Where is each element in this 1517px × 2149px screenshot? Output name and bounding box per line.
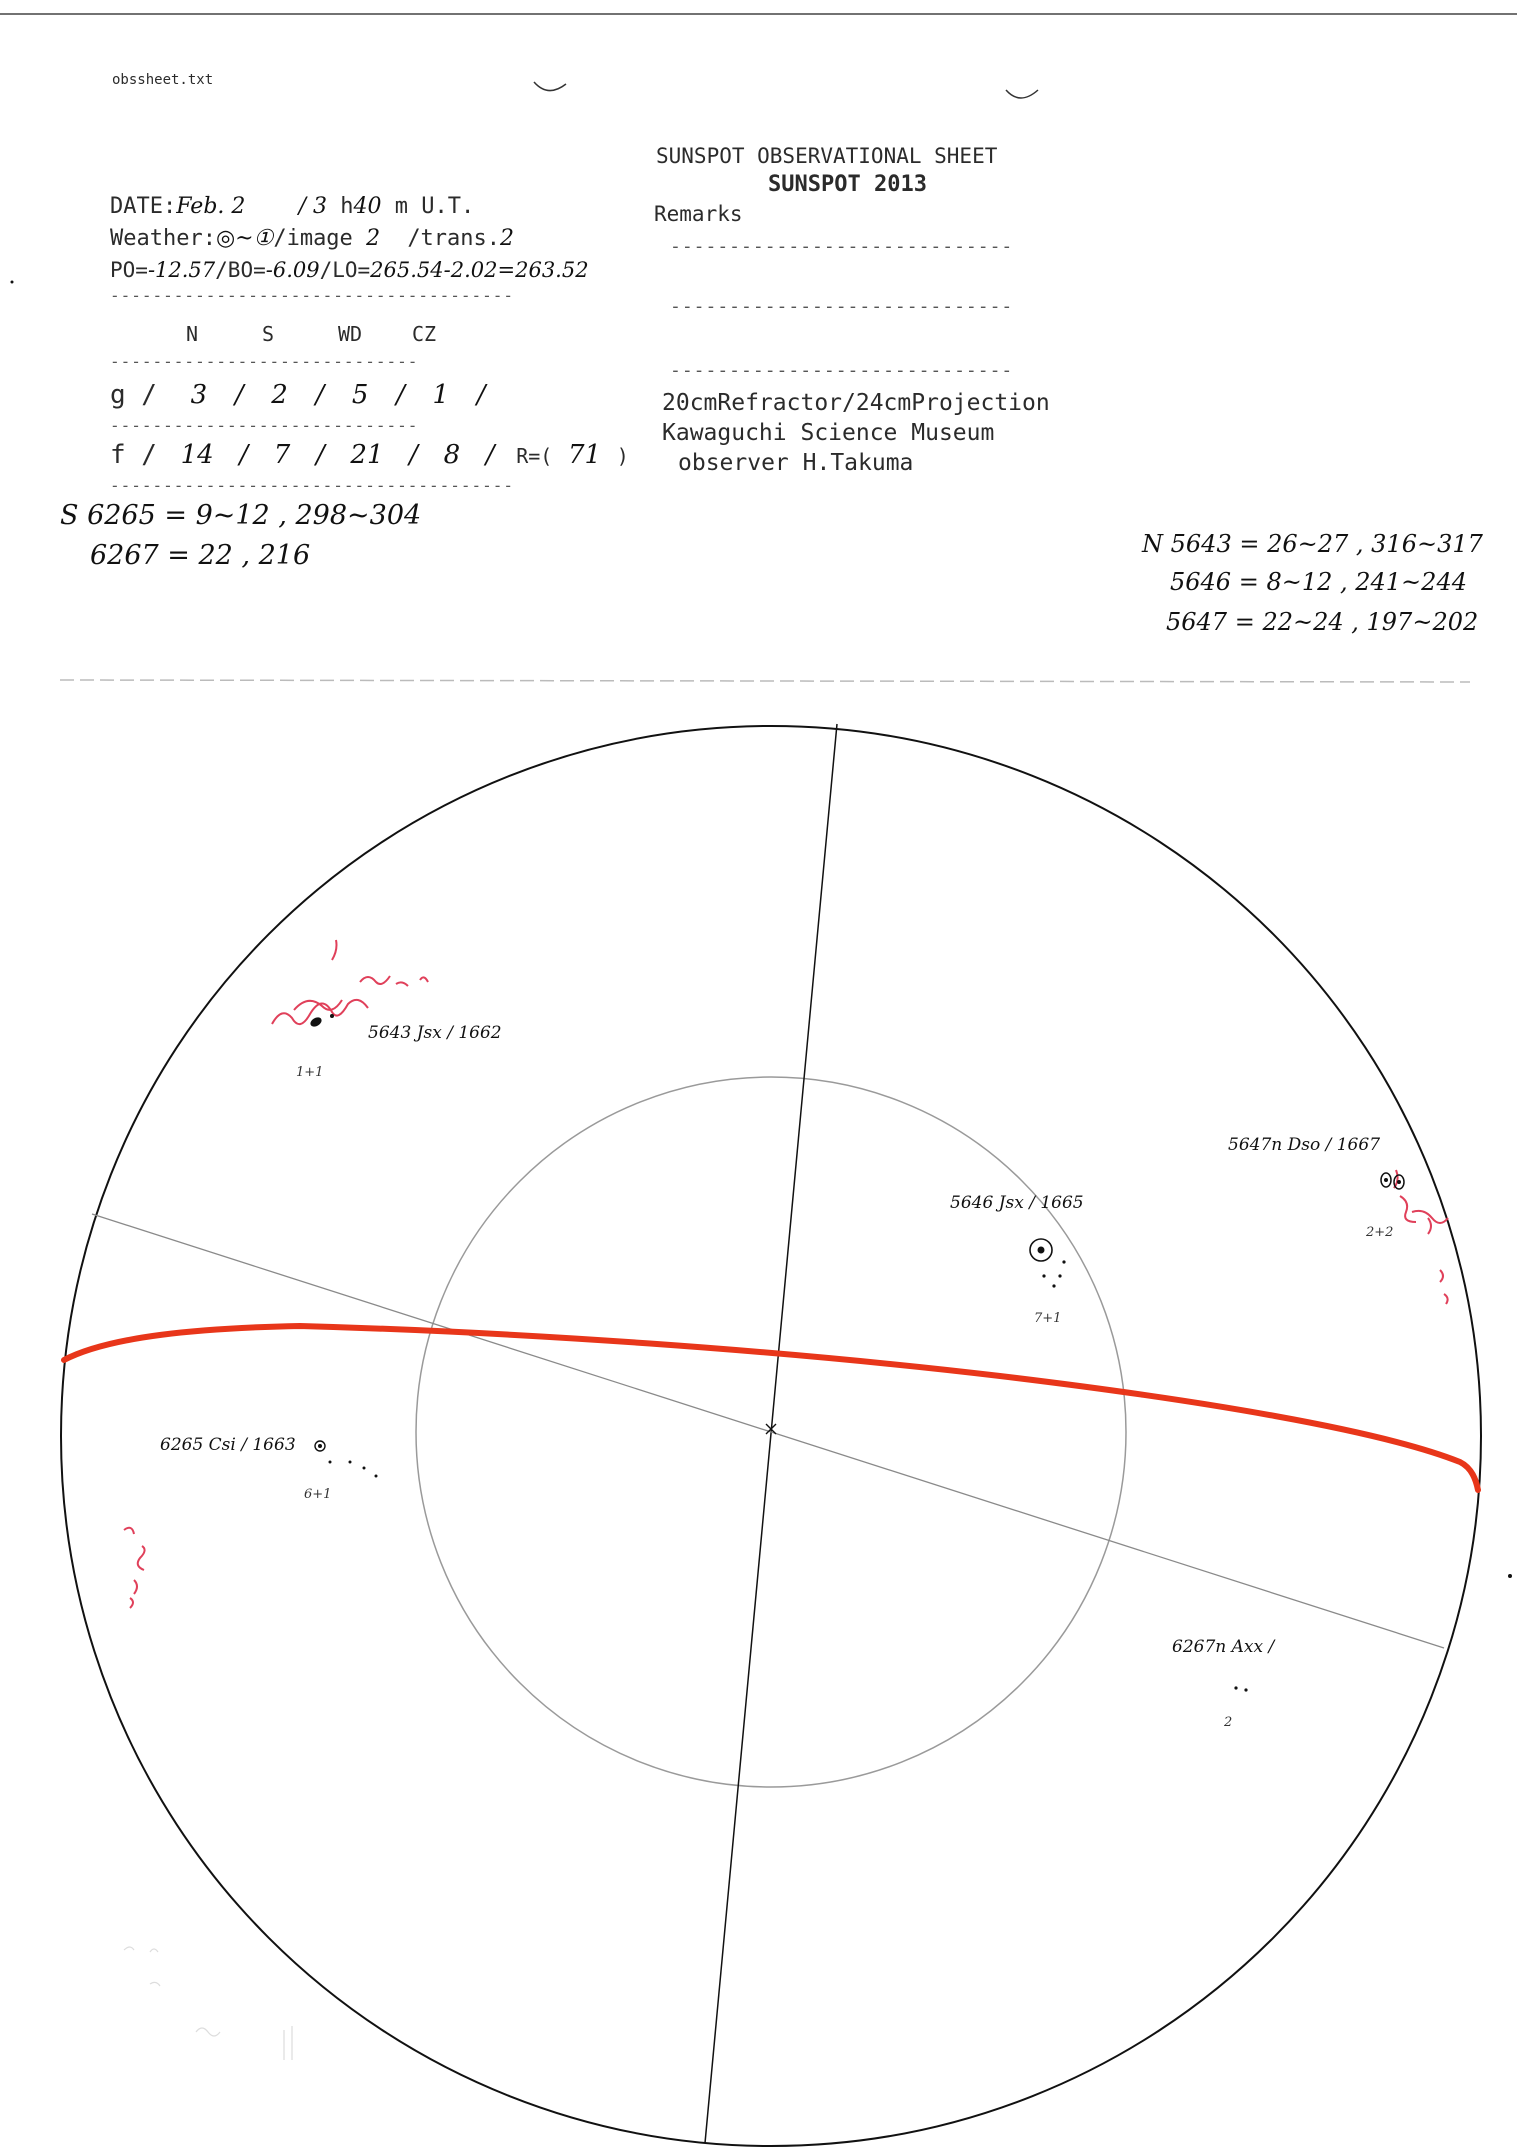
faculae-left — [124, 1528, 145, 1608]
label-6267-count: 2 — [1224, 1715, 1233, 1730]
remarks-line-3: ----------------------------- — [670, 360, 1014, 381]
note-right-2: 5646 = 8~12 , 241~244 — [1170, 568, 1467, 596]
ns-axis-line — [705, 724, 837, 2143]
pencil-ghost-marks — [124, 1947, 292, 2060]
g-s: 2 — [271, 380, 288, 410]
museum-line: Kawaguchi Science Museum — [662, 420, 995, 446]
spot-6267-dot-1 — [1234, 1686, 1237, 1689]
g-divider: ----------------------------- — [110, 416, 419, 435]
lo-value: 265.54-2.02=263.52 — [370, 258, 589, 282]
instrument-line: 20cmRefractor/24cmProjection — [662, 390, 1050, 416]
edge-dot-right — [1508, 1574, 1512, 1578]
spot-5646-dot-3 — [1052, 1284, 1055, 1287]
f-sep-2: / — [316, 440, 325, 470]
faculae-5643 — [272, 940, 428, 1024]
time-h: h — [340, 194, 354, 219]
spot-5646-dot-4 — [1058, 1274, 1061, 1277]
bo-label: /BO= — [215, 258, 266, 282]
binder-mark-left — [534, 82, 566, 91]
date-value: Feb. 2 — [176, 194, 246, 219]
note-left-1: S 6265 = 9~12 , 298~304 — [60, 500, 422, 531]
f-n: 14 — [180, 440, 214, 470]
label-6265-count: 6+1 — [304, 1487, 332, 1502]
col-wd: WD — [338, 322, 363, 346]
r-close: ) — [616, 444, 629, 468]
weather-value: ◎~① — [215, 226, 274, 251]
note-right-1: N 5643 = 26~27 , 316~317 — [1142, 530, 1483, 558]
label-5647-count: 2+2 — [1366, 1225, 1394, 1240]
time-ut: m U.T. — [394, 194, 475, 219]
f-sep-4: / — [485, 440, 495, 470]
g-cz: 1 — [432, 380, 450, 410]
label-5646: 5646 Jsx / 1665 — [950, 1193, 1084, 1213]
image-label: /image — [273, 226, 353, 251]
r-value: 71 — [568, 440, 602, 470]
label-5643-count: 1+1 — [296, 1065, 324, 1080]
spot-6267-dot-2 — [1244, 1688, 1247, 1691]
col-n: N — [186, 322, 199, 346]
spot-6265-dot-1 — [329, 1461, 332, 1464]
col-s: S — [262, 322, 275, 346]
pencil-axis-line — [92, 1214, 1444, 1648]
edge-dot-left — [11, 281, 14, 284]
spot-5643-main — [309, 1016, 323, 1029]
header-divider: ----------------------------- — [110, 352, 419, 371]
faculae-5647 — [1394, 1170, 1448, 1304]
trans-value: 2 — [500, 226, 515, 251]
fold-line — [60, 680, 1470, 682]
label-5647: 5647n Dso / 1667 — [1228, 1135, 1381, 1155]
image-value: 2 — [366, 226, 381, 251]
file-label: obssheet.txt — [112, 72, 214, 88]
sheet-title: SUNSPOT OBSERVATIONAL SHEET — [656, 144, 998, 168]
g-sep-2: / — [315, 380, 325, 410]
po-value: -12.57 — [147, 258, 216, 282]
spot-5646-dot-1 — [1062, 1260, 1065, 1263]
remarks-line-2: ----------------------------- — [670, 296, 1014, 317]
f-sep-1: / — [239, 440, 249, 470]
g-wd: 5 — [351, 380, 369, 410]
sheet-subtitle: SUNSPOT 2013 — [768, 172, 927, 197]
label-5643: 5643 Jsx / 1662 — [368, 1023, 502, 1043]
f-s: 7 — [273, 440, 291, 470]
label-5646-count: 7+1 — [1034, 1311, 1062, 1326]
angles-divider: -------------------------------------- — [110, 286, 515, 305]
trans-label: /trans. — [407, 226, 501, 251]
spot-6265-dot-4 — [375, 1475, 378, 1478]
spot-6265-dot-3 — [363, 1467, 366, 1470]
note-left-2: 6267 = 22 , 216 — [90, 540, 311, 571]
g-sep-1: / — [234, 380, 244, 410]
weather-label: Weather: — [110, 226, 216, 251]
remarks-line-1: ----------------------------- — [670, 236, 1014, 257]
spot-5646-umbra — [1038, 1247, 1045, 1254]
f-wd: 21 — [350, 440, 384, 470]
po-label: PO= — [110, 258, 148, 282]
lo-label: /LO= — [319, 258, 371, 282]
g-sep-3: / — [396, 380, 405, 410]
remarks-label: Remarks — [654, 202, 743, 226]
spot-5647-a-umbra — [1384, 1178, 1388, 1182]
binder-mark-right — [1006, 90, 1038, 98]
g-sep-4: / — [476, 380, 486, 410]
spot-6265-umbra — [318, 1444, 322, 1448]
spot-5643-small — [330, 1014, 334, 1018]
label-6265: 6265 Csi / 1663 — [160, 1435, 296, 1455]
f-cz: 8 — [443, 440, 461, 470]
f-label: f / — [110, 440, 157, 470]
g-n: 3 — [190, 380, 208, 410]
label-6267: 6267n Axx / — [1172, 1637, 1275, 1657]
date-label: DATE: — [110, 194, 177, 219]
solar-equator-line — [64, 1326, 1478, 1490]
spot-5646-dot-2 — [1042, 1274, 1045, 1277]
r-label: R=( — [516, 444, 553, 468]
g-label: g / — [110, 380, 157, 410]
col-cz: CZ — [412, 322, 437, 346]
f-divider: -------------------------------------- — [110, 476, 515, 495]
bo-value: -6.09 — [265, 258, 320, 282]
note-right-3: 5647 = 22~24 , 197~202 — [1166, 608, 1479, 636]
spot-6265-dot-2 — [349, 1461, 352, 1464]
time-hour: / 3 — [298, 194, 328, 219]
spot-5647-b-umbra — [1397, 1180, 1401, 1184]
time-min: 40 — [353, 194, 382, 219]
observer-line: observer H.Takuma — [678, 450, 914, 476]
f-sep-3: / — [409, 440, 418, 470]
